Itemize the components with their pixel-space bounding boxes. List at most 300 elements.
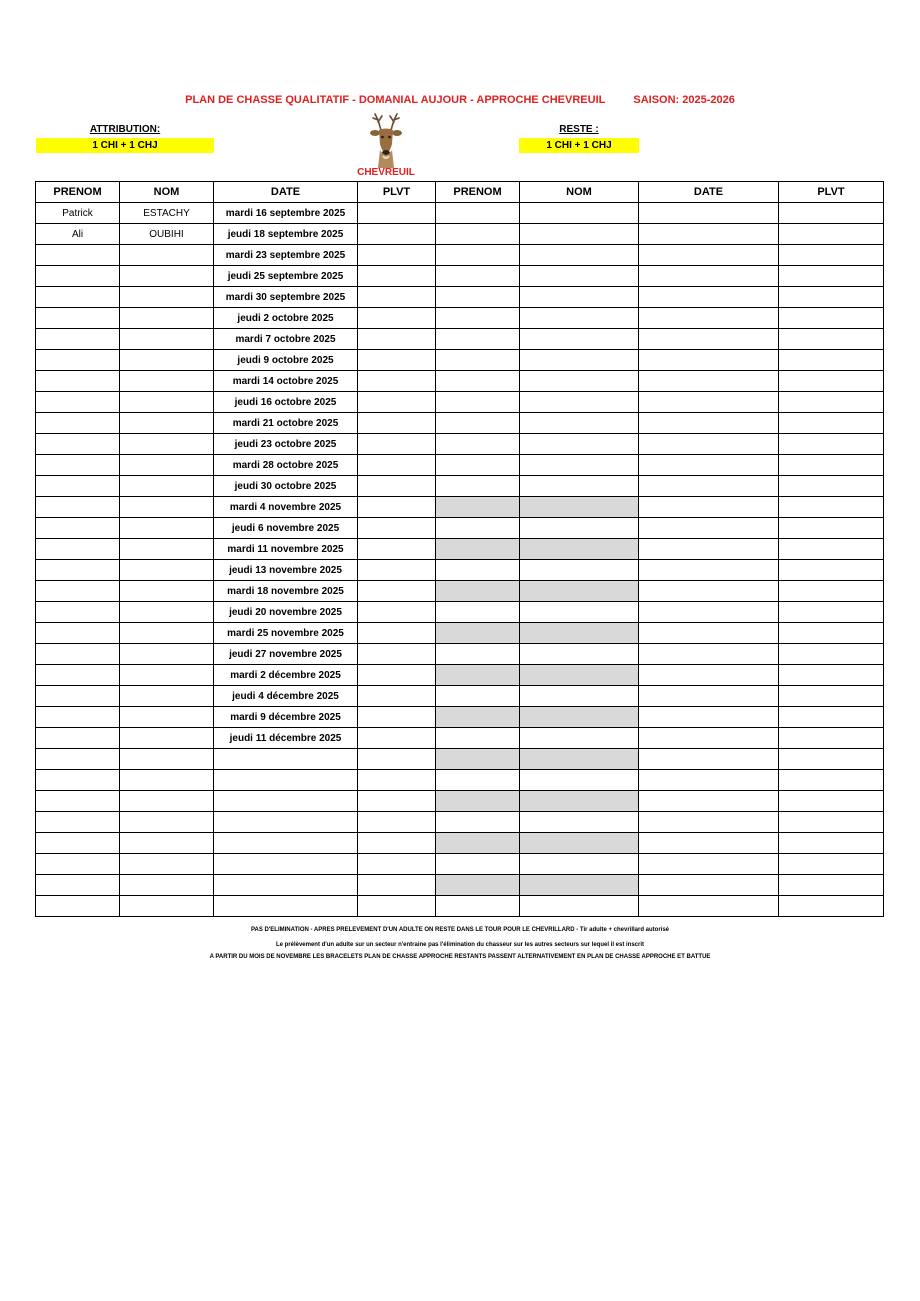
date-2-cell — [639, 203, 779, 224]
plvt-2-cell — [779, 707, 884, 728]
plvt-2-cell — [779, 581, 884, 602]
plvt-cell — [358, 434, 436, 455]
nom-cell — [120, 245, 214, 266]
date-2-cell — [639, 560, 779, 581]
nom-cell — [120, 665, 214, 686]
nom-2-cell — [520, 392, 639, 413]
prenom-cell — [36, 707, 120, 728]
nom-2-cell — [520, 476, 639, 497]
prenom-cell — [36, 497, 120, 518]
nom-cell — [120, 476, 214, 497]
plvt-2-cell — [779, 644, 884, 665]
nom-2-cell — [520, 455, 639, 476]
prenom-2-cell — [436, 329, 520, 350]
plvt-2-cell — [779, 497, 884, 518]
date-cell: jeudi 20 novembre 2025 — [214, 602, 358, 623]
plvt-cell — [358, 749, 436, 770]
date-2-cell — [639, 854, 779, 875]
prenom-2-cell — [436, 392, 520, 413]
prenom-2-cell — [436, 434, 520, 455]
plvt-cell — [358, 308, 436, 329]
date-cell: mardi 18 novembre 2025 — [214, 581, 358, 602]
col-header-plvt-2: PLVT — [779, 182, 884, 203]
table-row — [36, 371, 884, 392]
nom-cell — [120, 791, 214, 812]
nom-2-cell — [520, 728, 639, 749]
plvt-2-cell — [779, 329, 884, 350]
date-cell: mardi 23 septembre 2025 — [214, 245, 358, 266]
date-cell: jeudi 13 novembre 2025 — [214, 560, 358, 581]
date-2-cell — [639, 392, 779, 413]
plvt-cell — [358, 497, 436, 518]
table-row — [36, 266, 884, 287]
nom-2-cell — [520, 707, 639, 728]
date-cell: jeudi 25 septembre 2025 — [214, 266, 358, 287]
prenom-2-cell — [436, 602, 520, 623]
prenom-2-cell — [436, 539, 520, 560]
plvt-2-cell — [779, 518, 884, 539]
table-row — [36, 224, 884, 245]
nom-cell — [120, 329, 214, 350]
plvt-2-cell — [779, 812, 884, 833]
date-cell: jeudi 2 octobre 2025 — [214, 308, 358, 329]
nom-cell — [120, 875, 214, 896]
table-body — [36, 203, 884, 917]
date-cell: mardi 9 décembre 2025 — [214, 707, 358, 728]
date-2-cell — [639, 371, 779, 392]
nom-cell — [120, 266, 214, 287]
table-row — [36, 539, 884, 560]
plvt-2-cell — [779, 476, 884, 497]
prenom-cell — [36, 371, 120, 392]
prenom-cell — [36, 749, 120, 770]
prenom-cell — [36, 896, 120, 917]
date-2-cell — [639, 350, 779, 371]
plvt-cell — [358, 413, 436, 434]
prenom-2-cell — [436, 581, 520, 602]
season-label: SAISON: 2025-2026 — [633, 94, 735, 106]
nom-cell — [120, 602, 214, 623]
table-row — [36, 245, 884, 266]
date-cell — [214, 854, 358, 875]
table-row — [36, 203, 884, 224]
date-2-cell — [639, 749, 779, 770]
date-2-cell — [639, 434, 779, 455]
table-row — [36, 560, 884, 581]
date-cell: jeudi 18 septembre 2025 — [214, 224, 358, 245]
nom-2-cell — [520, 350, 639, 371]
prenom-2-cell — [436, 812, 520, 833]
date-2-cell — [639, 770, 779, 791]
plvt-cell — [358, 518, 436, 539]
date-2-cell — [639, 602, 779, 623]
prenom-2-cell — [436, 770, 520, 791]
roe-deer-icon — [364, 110, 408, 170]
nom-cell — [120, 749, 214, 770]
prenom-cell — [36, 791, 120, 812]
plvt-cell — [358, 854, 436, 875]
date-cell — [214, 791, 358, 812]
plvt-cell — [358, 203, 436, 224]
date-cell: mardi 14 octobre 2025 — [214, 371, 358, 392]
plvt-cell — [358, 224, 436, 245]
nom-cell — [120, 707, 214, 728]
prenom-2-cell — [436, 287, 520, 308]
prenom-cell — [36, 581, 120, 602]
date-cell: mardi 28 octobre 2025 — [214, 455, 358, 476]
date-2-cell — [639, 413, 779, 434]
prenom-2-cell — [436, 623, 520, 644]
reste-value: 1 CHI + 1 CHJ — [519, 138, 639, 153]
table-row — [36, 854, 884, 875]
prenom-2-cell — [436, 833, 520, 854]
prenom-2-cell — [436, 728, 520, 749]
date-2-cell — [639, 224, 779, 245]
nom-cell — [120, 518, 214, 539]
prenom-2-cell — [436, 644, 520, 665]
nom-cell — [120, 728, 214, 749]
table-row — [36, 644, 884, 665]
col-header-date-2: DATE — [639, 182, 779, 203]
plvt-2-cell — [779, 308, 884, 329]
nom-2-cell — [520, 686, 639, 707]
nom-cell — [120, 686, 214, 707]
plan-title: PLAN DE CHASSE QUALITATIF - DOMANIAL AUJOUR - APPROCHE CHEVREUIL — [185, 94, 606, 106]
date-2-cell — [639, 329, 779, 350]
prenom-2-cell — [436, 308, 520, 329]
col-header-nom-2: NOM — [520, 182, 639, 203]
prenom-cell — [36, 665, 120, 686]
plvt-cell — [358, 602, 436, 623]
nom-2-cell — [520, 329, 639, 350]
plvt-2-cell — [779, 203, 884, 224]
date-cell: mardi 4 novembre 2025 — [214, 497, 358, 518]
date-2-cell — [639, 686, 779, 707]
nom-2-cell — [520, 854, 639, 875]
plvt-cell — [358, 329, 436, 350]
nom-2-cell — [520, 665, 639, 686]
nom-cell — [120, 770, 214, 791]
prenom-cell: Ali — [36, 224, 120, 245]
plvt-cell — [358, 686, 436, 707]
date-2-cell — [639, 581, 779, 602]
prenom-cell — [36, 350, 120, 371]
plvt-cell — [358, 791, 436, 812]
nom-cell — [120, 497, 214, 518]
plvt-cell — [358, 623, 436, 644]
nom-2-cell — [520, 518, 639, 539]
date-cell: jeudi 23 octobre 2025 — [214, 434, 358, 455]
date-2-cell — [639, 497, 779, 518]
plvt-2-cell — [779, 266, 884, 287]
prenom-2-cell — [436, 476, 520, 497]
plvt-2-cell — [779, 560, 884, 581]
date-2-cell — [639, 728, 779, 749]
plvt-cell — [358, 896, 436, 917]
date-2-cell — [639, 875, 779, 896]
col-header-plvt: PLVT — [358, 182, 436, 203]
plvt-cell — [358, 350, 436, 371]
prenom-cell — [36, 476, 120, 497]
nom-2-cell — [520, 644, 639, 665]
table-row — [36, 392, 884, 413]
nom-2-cell — [520, 371, 639, 392]
plvt-cell — [358, 476, 436, 497]
table-row — [36, 476, 884, 497]
nom-2-cell — [520, 770, 639, 791]
plvt-cell — [358, 728, 436, 749]
date-2-cell — [639, 287, 779, 308]
plvt-2-cell — [779, 287, 884, 308]
date-2-cell — [639, 833, 779, 854]
date-2-cell — [639, 812, 779, 833]
table-header-row — [36, 182, 884, 203]
date-2-cell — [639, 455, 779, 476]
prenom-cell — [36, 539, 120, 560]
nom-cell: OUBIHI — [120, 224, 214, 245]
nom-cell — [120, 539, 214, 560]
col-header-prenom-2: PRENOM — [436, 182, 520, 203]
table-row — [36, 875, 884, 896]
plvt-cell — [358, 581, 436, 602]
animal-caption: CHEVREUIL — [357, 167, 415, 178]
prenom-2-cell — [436, 560, 520, 581]
footnote-novembre: A PARTIR DU MOIS DE NOVEMBRE LES BRACELETS PLAN DE CHASSE APPROCHE RESTANTS PASSENT ALTERNATIVEMENT EN PLAN DE CHASSE APPROCHE ET BATTUE — [209, 954, 711, 960]
date-cell: jeudi 4 décembre 2025 — [214, 686, 358, 707]
plvt-cell — [358, 812, 436, 833]
prenom-cell — [36, 623, 120, 644]
table-row — [36, 287, 884, 308]
nom-cell — [120, 455, 214, 476]
plvt-2-cell — [779, 413, 884, 434]
prenom-cell: Patrick — [36, 203, 120, 224]
table-row — [36, 518, 884, 539]
plvt-cell — [358, 266, 436, 287]
nom-2-cell — [520, 749, 639, 770]
nom-2-cell — [520, 245, 639, 266]
table-row — [36, 602, 884, 623]
date-2-cell — [639, 791, 779, 812]
table-row — [36, 350, 884, 371]
plvt-2-cell — [779, 875, 884, 896]
date-cell — [214, 875, 358, 896]
prenom-cell — [36, 455, 120, 476]
nom-cell — [120, 833, 214, 854]
date-cell: mardi 25 novembre 2025 — [214, 623, 358, 644]
hunting-plan-table — [35, 181, 884, 917]
nom-cell — [120, 287, 214, 308]
prenom-2-cell — [436, 896, 520, 917]
date-cell: mardi 16 septembre 2025 — [214, 203, 358, 224]
plvt-2-cell — [779, 392, 884, 413]
date-2-cell — [639, 245, 779, 266]
plvt-cell — [358, 707, 436, 728]
nom-cell — [120, 581, 214, 602]
prenom-cell — [36, 266, 120, 287]
nom-2-cell — [520, 413, 639, 434]
plvt-cell — [358, 875, 436, 896]
prenom-cell — [36, 728, 120, 749]
nom-2-cell — [520, 497, 639, 518]
plvt-2-cell — [779, 455, 884, 476]
table-row — [36, 497, 884, 518]
nom-2-cell — [520, 875, 639, 896]
table-row — [36, 665, 884, 686]
table-row — [36, 623, 884, 644]
col-header-nom: NOM — [120, 182, 214, 203]
plvt-2-cell — [779, 770, 884, 791]
date-2-cell — [639, 665, 779, 686]
table-row — [36, 833, 884, 854]
plvt-cell — [358, 455, 436, 476]
footnote-elimination: PAS D'ELIMINATION - APRES PRELEVEMENT D'UN ADULTE ON RESTE DANS LE TOUR POUR LE CHEVRILLARD - Tir adulte + chevrillard autorisé — [250, 927, 670, 933]
plvt-2-cell — [779, 833, 884, 854]
plvt-cell — [358, 392, 436, 413]
date-2-cell — [639, 644, 779, 665]
prenom-cell — [36, 434, 120, 455]
plvt-2-cell — [779, 434, 884, 455]
nom-2-cell — [520, 308, 639, 329]
date-cell: jeudi 16 octobre 2025 — [214, 392, 358, 413]
nom-2-cell — [520, 812, 639, 833]
plvt-cell — [358, 665, 436, 686]
nom-2-cell — [520, 833, 639, 854]
date-cell: jeudi 11 décembre 2025 — [214, 728, 358, 749]
date-cell: jeudi 9 octobre 2025 — [214, 350, 358, 371]
date-cell — [214, 896, 358, 917]
plvt-2-cell — [779, 224, 884, 245]
nom-cell — [120, 623, 214, 644]
plvt-cell — [358, 371, 436, 392]
prenom-2-cell — [436, 686, 520, 707]
prenom-2-cell — [436, 455, 520, 476]
prenom-2-cell — [436, 245, 520, 266]
nom-2-cell — [520, 203, 639, 224]
nom-2-cell — [520, 623, 639, 644]
prenom-2-cell — [436, 224, 520, 245]
prenom-cell — [36, 875, 120, 896]
table-row — [36, 749, 884, 770]
prenom-2-cell — [436, 497, 520, 518]
prenom-cell — [36, 518, 120, 539]
prenom-2-cell — [436, 854, 520, 875]
plvt-cell — [358, 539, 436, 560]
col-header-prenom: PRENOM — [36, 182, 120, 203]
nom-cell — [120, 413, 214, 434]
prenom-2-cell — [436, 749, 520, 770]
nom-cell: ESTACHY — [120, 203, 214, 224]
table-row — [36, 707, 884, 728]
date-2-cell — [639, 518, 779, 539]
date-cell — [214, 812, 358, 833]
date-2-cell — [639, 308, 779, 329]
attribution-value: 1 CHI + 1 CHJ — [36, 138, 214, 153]
prenom-2-cell — [436, 707, 520, 728]
table-row — [36, 329, 884, 350]
date-2-cell — [639, 707, 779, 728]
prenom-2-cell — [436, 371, 520, 392]
nom-cell — [120, 434, 214, 455]
plvt-cell — [358, 770, 436, 791]
prenom-cell — [36, 560, 120, 581]
date-cell: mardi 2 décembre 2025 — [214, 665, 358, 686]
nom-2-cell — [520, 287, 639, 308]
nom-2-cell — [520, 581, 639, 602]
prenom-cell — [36, 245, 120, 266]
nom-cell — [120, 854, 214, 875]
date-2-cell — [639, 266, 779, 287]
plvt-2-cell — [779, 686, 884, 707]
date-2-cell — [639, 476, 779, 497]
prenom-2-cell — [436, 791, 520, 812]
table-row — [36, 812, 884, 833]
table-row — [36, 686, 884, 707]
prenom-cell — [36, 392, 120, 413]
date-cell: jeudi 6 novembre 2025 — [214, 518, 358, 539]
prenom-2-cell — [436, 266, 520, 287]
plvt-2-cell — [779, 791, 884, 812]
prenom-cell — [36, 644, 120, 665]
prenom-cell — [36, 833, 120, 854]
table-row — [36, 728, 884, 749]
prenom-cell — [36, 308, 120, 329]
table-row — [36, 581, 884, 602]
footnote-prelevement: Le prélèvement d'un adulte sur un secteur n'entraine pas l'élimination du chasseur sur les autres secteurs sur lequel il est inscrit — [275, 942, 645, 948]
prenom-cell — [36, 770, 120, 791]
plvt-2-cell — [779, 623, 884, 644]
nom-2-cell — [520, 560, 639, 581]
table-row — [36, 308, 884, 329]
nom-2-cell — [520, 896, 639, 917]
date-cell — [214, 749, 358, 770]
plvt-2-cell — [779, 602, 884, 623]
nom-2-cell — [520, 266, 639, 287]
plvt-2-cell — [779, 539, 884, 560]
date-cell — [214, 833, 358, 854]
prenom-cell — [36, 413, 120, 434]
nom-cell — [120, 371, 214, 392]
nom-cell — [120, 392, 214, 413]
page-title — [0, 94, 920, 106]
prenom-cell — [36, 686, 120, 707]
plvt-cell — [358, 644, 436, 665]
prenom-cell — [36, 287, 120, 308]
nom-cell — [120, 350, 214, 371]
plvt-cell — [358, 560, 436, 581]
plvt-cell — [358, 287, 436, 308]
nom-2-cell — [520, 602, 639, 623]
plvt-2-cell — [779, 896, 884, 917]
date-cell: mardi 30 septembre 2025 — [214, 287, 358, 308]
date-cell — [214, 770, 358, 791]
prenom-2-cell — [436, 665, 520, 686]
date-cell: mardi 21 octobre 2025 — [214, 413, 358, 434]
plvt-2-cell — [779, 665, 884, 686]
plvt-2-cell — [779, 371, 884, 392]
reste-label: RESTE : — [559, 124, 599, 135]
nom-cell — [120, 812, 214, 833]
prenom-cell — [36, 602, 120, 623]
plvt-cell — [358, 245, 436, 266]
table-row — [36, 791, 884, 812]
prenom-cell — [36, 329, 120, 350]
nom-2-cell — [520, 791, 639, 812]
plvt-2-cell — [779, 854, 884, 875]
table-row — [36, 434, 884, 455]
table-row — [36, 896, 884, 917]
prenom-cell — [36, 854, 120, 875]
table-row — [36, 770, 884, 791]
